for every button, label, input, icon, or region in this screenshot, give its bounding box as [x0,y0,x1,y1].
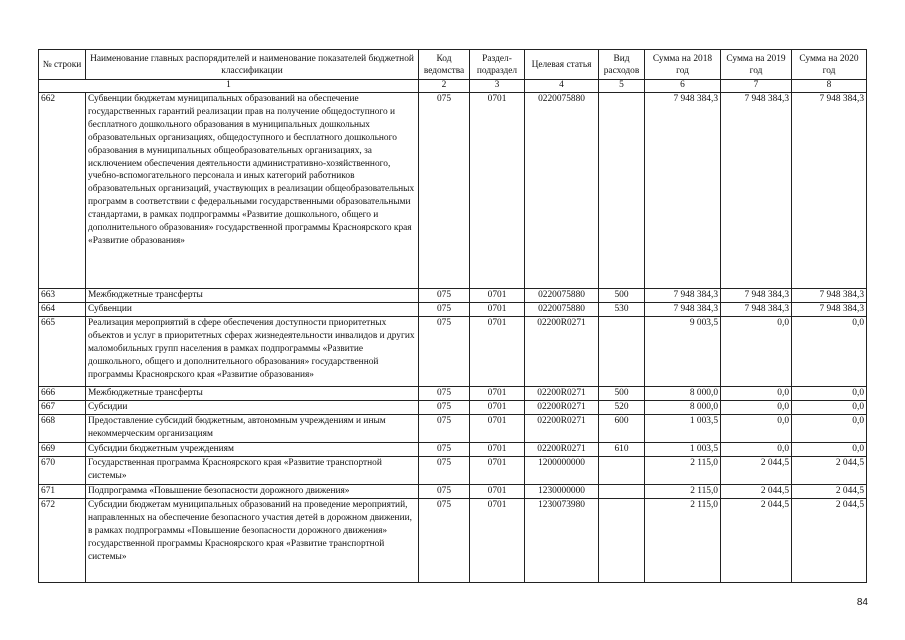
row-sum-2020: 7 948 384,3 [792,93,867,289]
header-expense: Вид расходов [599,50,645,80]
row-target: 1230073980 [525,499,599,583]
row-sum-2019: 7 948 384,3 [721,289,792,303]
row-sum-2018: 9 003,5 [645,317,721,387]
header-name: Наименование главных распорядителей и наименование показателей бюджетной классификации [86,50,419,80]
row-code: 075 [419,485,470,499]
row-sum-2018: 7 948 384,3 [645,93,721,289]
row-section: 0701 [470,317,525,387]
table-body [39,93,867,583]
row-target: 0220075880 [525,289,599,303]
row-target: 0220075880 [525,93,599,289]
row-section: 0701 [470,387,525,401]
row-expense [599,93,645,289]
row-sum-2019: 0,0 [721,387,792,401]
row-sum-2020: 2 044,5 [792,499,867,583]
row-name: Межбюджетные трансферты [86,387,419,401]
row-section: 0701 [470,485,525,499]
row-sum-2018: 7 948 384,3 [645,289,721,303]
row-section: 0701 [470,401,525,415]
row-sum-2019: 2 044,5 [721,457,792,485]
row-target: 02200R0271 [525,317,599,387]
row-name: Межбюджетные трансферты [86,289,419,303]
table-row [39,303,867,317]
row-section: 0701 [470,289,525,303]
column-number: 8 [792,80,867,93]
row-number: 668 [39,415,86,443]
row-number: 662 [39,93,86,289]
row-sum-2019: 2 044,5 [721,499,792,583]
table-row [39,485,867,499]
row-number: 664 [39,303,86,317]
column-number: 2 [419,80,470,93]
row-target: 02200R0271 [525,415,599,443]
row-sum-2018: 8 000,0 [645,387,721,401]
row-name: Предоставление субсидий бюджетным, автономным учреждениям и иным некоммерческим организациям [86,415,419,443]
row-expense [599,457,645,485]
row-name: Подпрограмма «Повышение безопасности дорожного движения» [86,485,419,499]
header-code: Код ведомства [419,50,470,80]
row-sum-2019: 0,0 [721,317,792,387]
row-code: 075 [419,93,470,289]
table-row [39,443,867,457]
row-sum-2020: 7 948 384,3 [792,303,867,317]
row-sum-2020: 0,0 [792,387,867,401]
row-sum-2020: 0,0 [792,415,867,443]
row-section: 0701 [470,415,525,443]
row-name: Субсидии [86,401,419,415]
table-row [39,457,867,485]
row-sum-2020: 0,0 [792,401,867,415]
column-number: 5 [599,80,645,93]
row-name: Реализация мероприятий в сфере обеспечения доступности приоритетных объектов и услуг в приоритетных сферах жизнедеятельности инвалидов и других маломобильных групп населения в рамках подпрограммы «Развитие дошкольного, общего и дополнительного образования» государственной программы Красноярского края «Развитие образования» [86,317,419,387]
row-number: 665 [39,317,86,387]
column-number: 6 [645,80,721,93]
row-number: 672 [39,499,86,583]
row-target: 02200R0271 [525,387,599,401]
row-sum-2019: 0,0 [721,401,792,415]
table-row [39,415,867,443]
row-sum-2019: 2 044,5 [721,485,792,499]
row-sum-2018: 1 003,5 [645,443,721,457]
row-code: 075 [419,443,470,457]
header-target: Целевая статья [525,50,599,80]
row-sum-2020: 2 044,5 [792,457,867,485]
column-number: 1 [39,80,419,93]
row-name: Субвенции [86,303,419,317]
header-sum-2020: Сумма на 2020 год [792,50,867,80]
row-target: 02200R0271 [525,401,599,415]
table-row [39,289,867,303]
row-expense: 500 [599,289,645,303]
row-sum-2018: 2 115,0 [645,485,721,499]
column-number: 4 [525,80,599,93]
row-expense [599,499,645,583]
column-number-row [39,80,867,93]
row-section: 0701 [470,93,525,289]
row-name: Государственная программа Красноярского края «Развитие транспортной системы» [86,457,419,485]
column-number: 3 [470,80,525,93]
row-target: 0220075880 [525,303,599,317]
row-sum-2019: 7 948 384,3 [721,303,792,317]
row-sum-2019: 0,0 [721,415,792,443]
row-name: Субсидии бюджетам муниципальных образований на проведение мероприятий, направленных на обеспечение безопасного участия детей в дорожном движении, в рамках подпрограммы «Повышение безопасности дорожного движения» государственной программы Красноярского края «Развитие транспортной системы» [86,499,419,583]
row-sum-2020: 0,0 [792,317,867,387]
header-sum-2019: Сумма на 2019 год [721,50,792,80]
header-row-number: № строки [39,50,86,80]
row-target: 1200000000 [525,457,599,485]
row-sum-2018: 8 000,0 [645,401,721,415]
row-sum-2018: 1 003,5 [645,415,721,443]
row-expense: 500 [599,387,645,401]
row-number: 669 [39,443,86,457]
row-number: 666 [39,387,86,401]
row-target: 02200R0271 [525,443,599,457]
row-expense: 530 [599,303,645,317]
row-sum-2020: 0,0 [792,443,867,457]
row-number: 671 [39,485,86,499]
row-code: 075 [419,415,470,443]
row-sum-2019: 7 948 384,3 [721,93,792,289]
column-number: 7 [721,80,792,93]
table-row [39,499,867,583]
row-code: 075 [419,289,470,303]
row-sum-2018: 2 115,0 [645,457,721,485]
row-code: 075 [419,387,470,401]
page-number: 84 [856,597,868,608]
row-expense: 610 [599,443,645,457]
table-row [39,93,867,289]
row-number: 670 [39,457,86,485]
row-sum-2018: 7 948 384,3 [645,303,721,317]
row-section: 0701 [470,457,525,485]
table-row [39,387,867,401]
row-section: 0701 [470,303,525,317]
row-expense: 600 [599,415,645,443]
row-sum-2018: 2 115,0 [645,499,721,583]
row-target: 1230000000 [525,485,599,499]
table-row [39,317,867,387]
row-code: 075 [419,499,470,583]
row-code: 075 [419,303,470,317]
row-sum-2020: 7 948 384,3 [792,289,867,303]
row-expense: 520 [599,401,645,415]
header-section: Раздел-подраздел [470,50,525,80]
row-code: 075 [419,317,470,387]
row-code: 075 [419,457,470,485]
table-row [39,401,867,415]
row-number: 667 [39,401,86,415]
row-sum-2019: 0,0 [721,443,792,457]
row-name: Субсидии бюджетным учреждениям [86,443,419,457]
row-sum-2020: 2 044,5 [792,485,867,499]
header-row [39,50,867,80]
row-expense [599,317,645,387]
row-code: 075 [419,401,470,415]
row-number: 663 [39,289,86,303]
row-section: 0701 [470,443,525,457]
budget-table [38,49,867,583]
row-section: 0701 [470,499,525,583]
header-sum-2018: Сумма на 2018 год [645,50,721,80]
row-name: Субвенции бюджетам муниципальных образований на обеспечение государственных гарантий реализации прав на получение общедоступного и бесплатного дошкольного образования в муниципальных дошкольных образовательных организациях, общедоступного и бесплатного дошкольного образования в муниципальных общеобразовательных организациях, за исключением обеспечения деятельности административно-хозяйственного, учебно-вспомогательного персонала и иных категорий работников образовательных организаций, участвующих в реализации общеобразовательных программ в соответствии с федеральными государственными образовательными стандартами, в рамках подпрограммы «Развитие дошкольного, общего и дополнительного образования» государственной программы Красноярского края «Развитие образования» [86,93,419,289]
row-expense [599,485,645,499]
